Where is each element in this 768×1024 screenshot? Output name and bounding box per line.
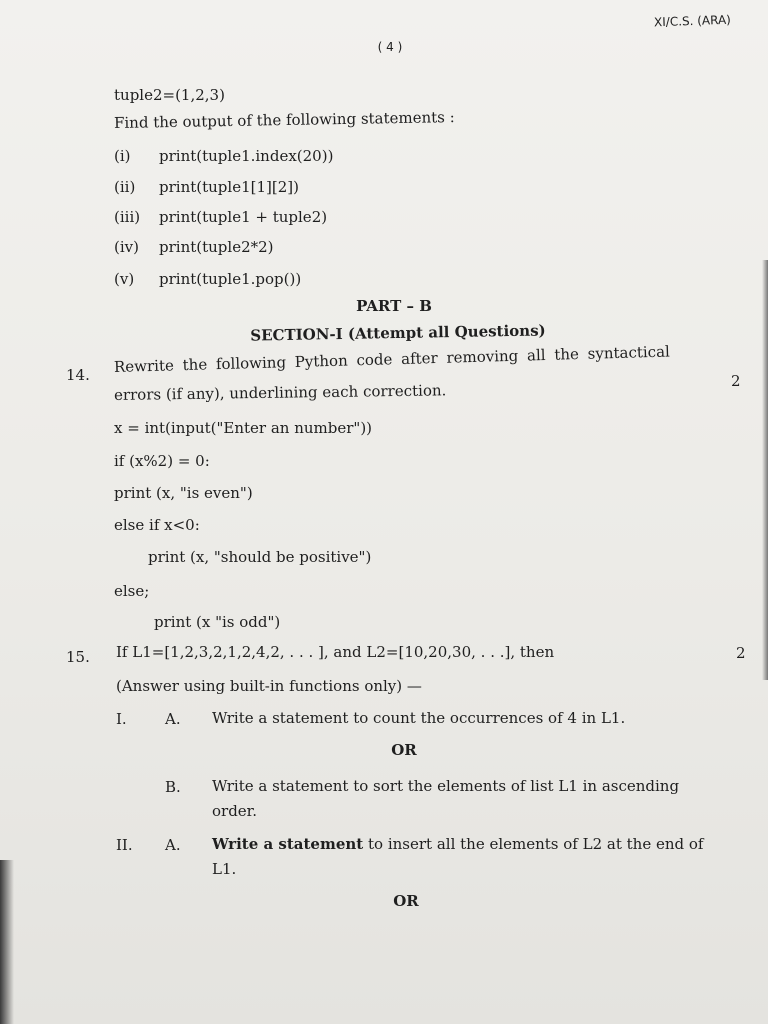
or-divider: OR	[391, 741, 417, 759]
q13-item-text: print(tuple1 + tuple2)	[159, 208, 328, 226]
q15-part2-roman: II.	[116, 836, 133, 854]
q13-item-text: print(tuple1.pop())	[159, 270, 302, 288]
code-line: else if x<0:	[114, 516, 200, 534]
q13-item-num: (iii)	[114, 208, 141, 226]
part-title: PART – B	[356, 297, 432, 315]
q15-part1-b-line2: order.	[212, 802, 257, 820]
q15-part2-a-line1	[212, 835, 703, 853]
page-edge-shadow	[0, 860, 14, 1024]
q15-part1-a-label: A.	[165, 710, 181, 728]
code-line: else;	[114, 582, 150, 600]
q15-part2-a-rest: to insert all the elements of L2 at the end of	[363, 835, 704, 853]
or-divider: OR	[393, 892, 419, 910]
q15-part1-a-text: Write a statement to count the occurrences of 4 in L1.	[212, 709, 626, 727]
q15-part1-b-line1: Write a statement to sort the elements of list L1 in ascending	[212, 777, 680, 795]
tuple2-definition: tuple2=(1,2,3)	[114, 86, 225, 104]
q13-item-num: (iv)	[114, 238, 139, 256]
q15-note: (Answer using built-in functions only) —	[116, 677, 422, 695]
q15-part1-b-label: B.	[165, 778, 181, 796]
page-number: ( 4 )	[377, 40, 403, 54]
code-line: if (x%2) = 0:	[114, 452, 210, 470]
code-line: print (x "is odd")	[154, 613, 281, 631]
q14-text-line1: Rewrite the following Python code after removing all the syntactical	[113, 342, 671, 376]
code-line: print (x, "should be positive")	[148, 548, 372, 566]
q15-number: 15.	[66, 648, 90, 666]
q13-item-num: (ii)	[114, 178, 136, 196]
q15-text-line1: If L1=[1,2,3,2,1,2,4,2, . . . ], and L2=[10,20,30, . . .], then	[116, 643, 555, 661]
q15-part2-a-line2: L1.	[212, 860, 237, 878]
code-line: x = int(input("Enter an number"))	[114, 419, 373, 437]
q13-item-num: (v)	[114, 270, 135, 288]
q13-item-text: print(tuple1.index(20))	[159, 147, 334, 165]
q15-part1-roman: I.	[116, 710, 127, 728]
q15-part2-a-label: A.	[165, 836, 181, 854]
q15-marks: 2	[736, 644, 746, 662]
q13-instruction: Find the output of the following statements :	[113, 108, 455, 132]
q14-marks: 2	[731, 372, 741, 390]
q15-part2-a-bold: Write a statement	[212, 835, 364, 853]
q13-item-num: (i)	[114, 147, 131, 165]
code-line: print (x, "is even")	[114, 484, 253, 502]
paper-code: XI/C.S. (ARA)	[653, 12, 732, 30]
section-title: SECTION-I (Attempt all Questions)	[250, 321, 546, 345]
q14-number: 14.	[66, 366, 90, 384]
q13-item-text: print(tuple2*2)	[159, 238, 274, 256]
q14-text-line2: errors (if any), underlining each correction.	[113, 381, 447, 404]
q13-item-text: print(tuple1[1][2])	[159, 178, 299, 196]
